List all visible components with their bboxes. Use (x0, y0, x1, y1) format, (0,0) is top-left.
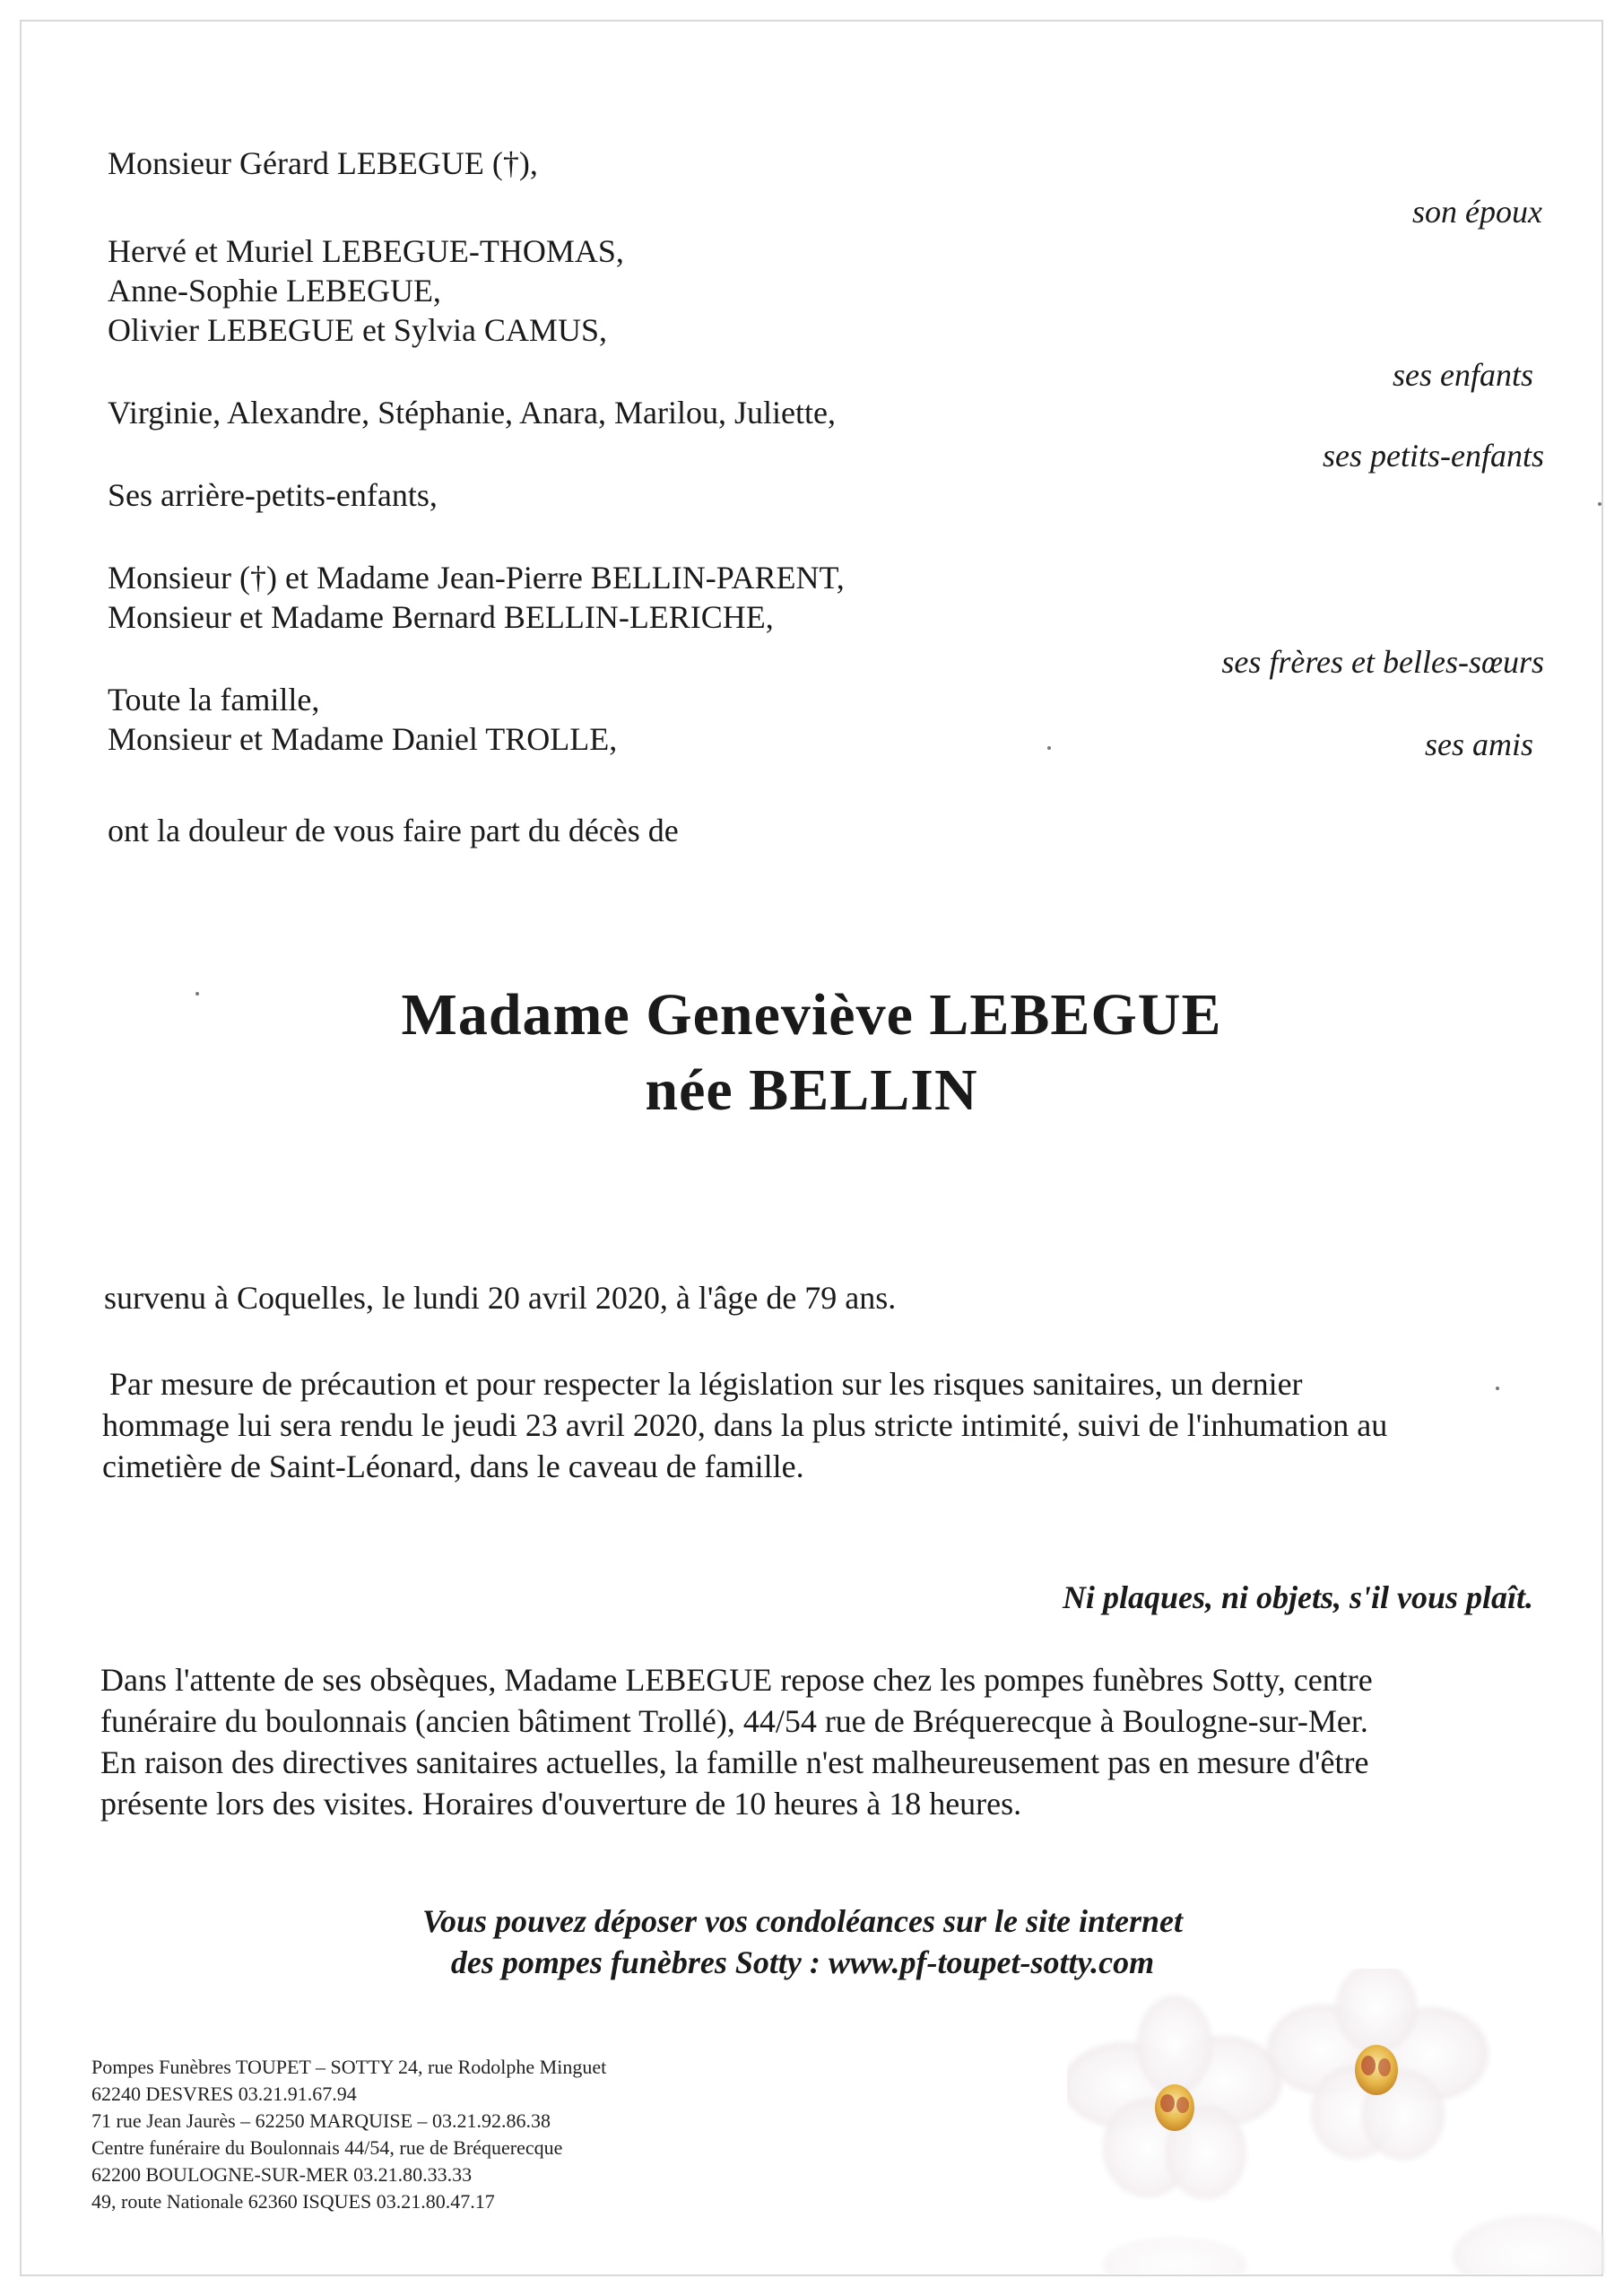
rest-line-3: En raison des directives sanitaires actuelles, la famille n'est malheureusement pas en mesure d'être (100, 1744, 1369, 1780)
footer-line-6: 49, route Nationale 62360 ISQUES 03.21.80.47.17 (91, 2190, 495, 2213)
announcement: ont la douleur de vous faire part du décès de (108, 813, 679, 848)
family-line-7: Monsieur (†) et Madame Jean-Pierre BELLIN-PARENT, (108, 560, 845, 596)
death-info: survenu à Coquelles, le lundi 20 avril 2020, à l'âge de 79 ans. (104, 1280, 897, 1316)
family-line-8: Monsieur et Madame Bernard BELLIN-LERICHE, (108, 599, 774, 635)
family-line-3: Anne-Sophie LEBEGUE, (108, 273, 441, 309)
family-line-10: Monsieur et Madame Daniel TROLLE, (108, 721, 618, 757)
orchid-flowers-image (1067, 1969, 1605, 2274)
family-line-9: Toute la famille, (108, 682, 320, 718)
family-line-1: Monsieur Gérard LEBEGUE (†), (108, 145, 538, 181)
family-line-4: Olivier LEBEGUE et Sylvia CAMUS, (108, 312, 607, 348)
footer-line-3: 71 rue Jean Jaurès – 62250 MARQUISE – 03.21.92.86.38 (91, 2109, 551, 2132)
petal-bottom-right (1453, 2215, 1605, 2274)
orchid-right (1267, 1969, 1488, 2160)
condolences-line-2: des pompes funèbres Sotty : www.pf-toupet-sotty.com (450, 1944, 1155, 1980)
footer-line-5: 62200 BOULOGNE-SUR-MER 03.21.80.33.33 (91, 2163, 473, 2186)
family-line-6: Ses arrière-petits-enfants, (108, 477, 438, 513)
relation-grandchildren: ses petits-enfants (1323, 438, 1544, 474)
rest-line-2: funéraire du boulonnais (ancien bâtiment Trollé), 44/54 rue de Bréquerecque à Boulogne-sur-Mer. (100, 1703, 1368, 1739)
rest-line-1: Dans l'attente de ses obsèques, Madame LEBEGUE repose chez les pompes funèbres Sotty, centre (100, 1662, 1373, 1698)
no-flowers-notice: Ni plaques, ni objets, s'il vous plaît. (1062, 1579, 1533, 1615)
petal-bottom-left (1103, 2238, 1246, 2274)
family-line-5: Virginie, Alexandre, Stéphanie, Anara, Marilou, Juliette, (108, 395, 836, 430)
ceremony-line-2: hommage lui sera rendu le jeudi 23 avril 2020, dans la plus stricte intimité, suivi de l'inhumation au (102, 1407, 1388, 1443)
deceased-maiden-name: née BELLIN (645, 1057, 978, 1123)
scan-speck (195, 992, 199, 996)
footer-line-4: Centre funéraire du Boulonnais 44/54, rue de Bréquerecque (91, 2136, 563, 2159)
relation-friends: ses amis (1424, 726, 1533, 762)
ceremony-line-3: cimetière de Saint-Léonard, dans le caveau de famille. (102, 1448, 804, 1484)
relation-spouse: son époux (1412, 194, 1542, 230)
scan-speck (1047, 746, 1051, 750)
ceremony-line-1: Par mesure de précaution et pour respecter la législation sur les risques sanitaires, un dernier (109, 1366, 1303, 1402)
deceased-name: Madame Geneviève LEBEGUE (401, 982, 1222, 1048)
relation-children: ses enfants (1393, 357, 1533, 393)
scan-speck (1598, 502, 1601, 506)
condolences-line-1: Vous pouvez déposer vos condoléances sur le site internet (421, 1903, 1183, 1939)
rest-line-4: présente lors des visites. Horaires d'ouverture de 10 heures à 18 heures. (100, 1786, 1022, 1822)
relation-siblings: ses frères et belles-sœurs (1221, 644, 1544, 680)
footer-line-1: Pompes Funèbres TOUPET – SOTTY 24, rue Rodolphe Minguet (91, 2056, 607, 2078)
orchid-left (1067, 1996, 1282, 2199)
scan-speck (1496, 1387, 1499, 1390)
family-line-2: Hervé et Muriel LEBEGUE-THOMAS, (108, 233, 624, 269)
footer-line-2: 62240 DESVRES 03.21.91.67.94 (91, 2083, 357, 2105)
